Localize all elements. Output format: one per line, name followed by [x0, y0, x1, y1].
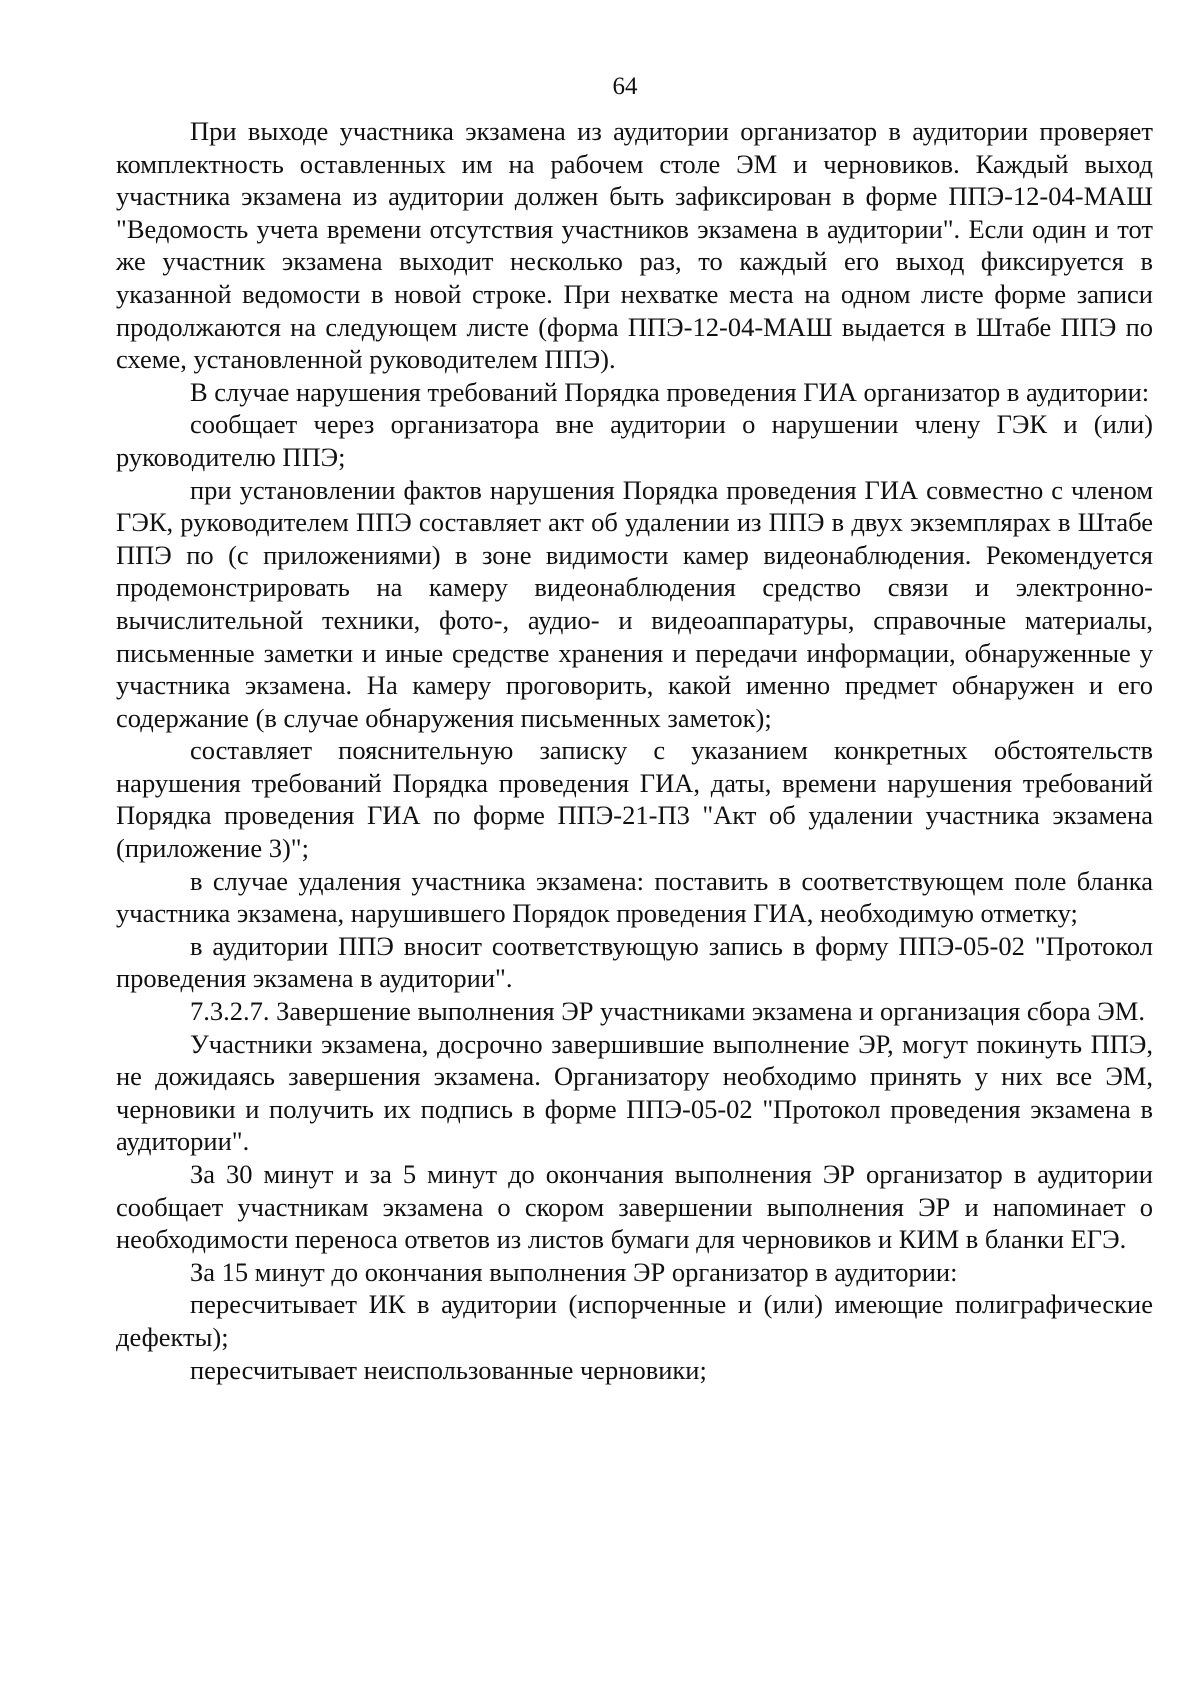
- paragraph-time-warnings: За 30 минут и за 5 минут до окончания выполнения ЭР организатор в аудитории сообщает участникам экзамена о скором завершении выполнения ЭР и напоминает о необходимости переноса ответов из листов бумаги для черновиков и КИМ в бланки ЕГЭ.: [116, 1159, 1153, 1255]
- paragraph-removal-act: при установлении фактов нарушения Порядка проведения ГИА совместно с членом ГЭК, руководителем ППЭ составляет акт об удалении из ППЭ в двух экземплярах в Штабе ППЭ по (с приложениями) в зоне видимости камер видеонаблюдения. Рекомендуется продемонстрировать на камеру видеонаблюдения средство связи и электронно-вычислительной техники, фото-, аудио- и видеоаппаратуры, справочные материалы, письменные заметки и иные средстве хранения и передачи информации, обнаруженные у участника экзамена. На камеру проговорить, какой именно предмет обнаружен и его содержание (в случае обнаружения письменных заметок);: [116, 474, 1153, 733]
- paragraph-mark-form: в случае удаления участника экзамена: поставить в соответствующем поле бланка участника экзамена, нарушившего Порядок проведения ГИА, необходимую отметку;: [116, 865, 1153, 929]
- paragraph-count-drafts: пересчитывает неиспользованные черновики;: [190, 1354, 707, 1385]
- paragraph-count-kits: пересчитывает ИК в аудитории (испорченные и (или) имеющие полиграфические дефекты);: [116, 1289, 1153, 1352]
- paragraph-protocol-entry: в аудитории ППЭ вносит соответствующую запись в форму ППЭ-05-02 "Протокол проведения экзамена в аудитории".: [116, 930, 1153, 994]
- paragraph-15-minutes: За 15 минут до окончания выполнения ЭР организатор в аудитории:: [190, 1256, 958, 1287]
- paragraph-violation-intro: В случае нарушения требований Порядка проведения ГИА организатор в аудитории:: [190, 376, 1150, 407]
- document-body: [116, 115, 1153, 1386]
- paragraph-exam-participant-exit: При выходе участника экзамена из аудитории организатор в аудитории проверяет комплектность оставленных им на рабочем столе ЭМ и черновиков. Каждый выход участника экзамена из аудитории должен быть зафиксирован в форме ППЭ-12-04-МАШ "Ведомость учета времени отсутствия участников экзамена в аудитории". Если один и тот же участник экзамена выходит несколько раз, то каждый его выход фиксируется в указанной ведомости в новой строке. При нехватке места на одном листе форме записи продолжаются на следующем листе (форма ППЭ-12-04-МАШ выдается в Штабе ППЭ по схеме, установленной руководителем ППЭ).: [116, 116, 1153, 375]
- page-number: 64: [612, 73, 638, 100]
- section-heading-7-3-2-7: 7.3.2.7. Завершение выполнения ЭР участниками экзамена и организация сбора ЭМ.: [190, 996, 1145, 1027]
- paragraph-explanatory-note: составляет пояснительную записку с указанием конкретных обстоятельств нарушения требований Порядка проведения ГИА, даты, времени нарушения требований Порядка проведения ГИА по форме ППЭ-21-П3 "Акт об удалении участника экзамена (приложение 3)";: [116, 735, 1153, 864]
- paragraph-early-finish: Участники экзамена, досрочно завершившие выполнение ЭР, могут покинуть ППЭ, не дожидаясь завершения экзамена. Организатору необходимо принять у них все ЭМ, черновики и получить их подпись в форме ППЭ-05-02 "Протокол проведения экзамена в аудитории".: [116, 1028, 1153, 1157]
- paragraph-report-violation: сообщает через организатора вне аудитории о нарушении члену ГЭК и (или) руководителю ППЭ;: [116, 409, 1153, 472]
